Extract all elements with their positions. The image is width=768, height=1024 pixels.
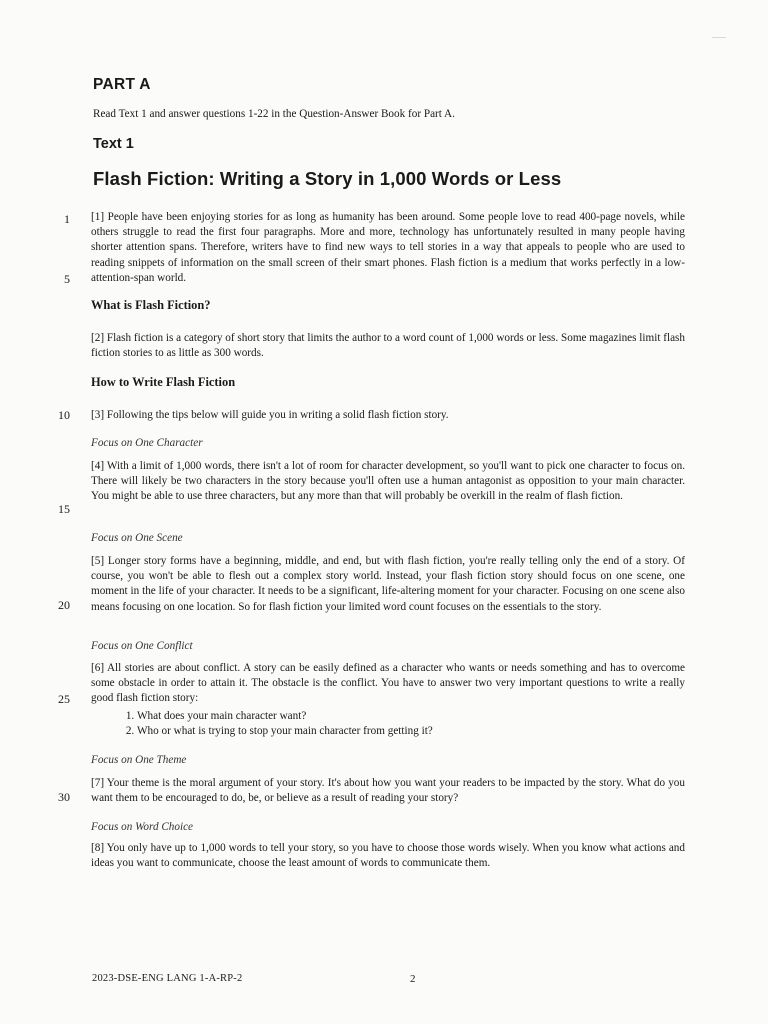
paragraph-2: [2] Flash fiction is a category of short story that limits the author to a word count of 1,000 words or less. Some magazines limit flash fiction stories to as little as 300 words. [91, 332, 685, 360]
footer-paper-code: 2023-DSE-ENG LANG 1-A-RP-2 [92, 973, 243, 984]
subheading-how-to: How to Write Flash Fiction [91, 375, 236, 389]
paragraph-4: [4] With a limit of 1,000 words, there isn't a lot of room for character development, so you'll want to pick one character to focus on. There will likely be two characters in the story because you'll often use a human antagonist as opposition to your main character. You might be able to use three characters, but any more than that will probably be overkill in the realm of flash fiction. [91, 460, 685, 503]
scan-mark [712, 37, 726, 38]
paragraph-1: [1] People have been enjoying stories for as long as humanity has been around. Some people love to read 400-page novels, while others struggle to read the first four paragraphs. More and more, technology has unfortunately resulted in many people having shorter attention spans. Therefore, writers have to find new ways to tell stories in a way that appeals to people who are used to reading snippets of information on the small screen of their smart phones. Flash fiction is a medium that works perfectly in a low-attention-span world. [91, 211, 685, 284]
focus-heading-word-choice: Focus on Word Choice [91, 821, 194, 833]
paragraph-6: [6] All stories are about conflict. A story can be easily defined as a character who wants or needs something and has to overcome some obstacle in order to attain it. The obstacle is the conflict. You have to answer two very important questions to write a really good flash fiction story: [91, 662, 685, 705]
article-title: Flash Fiction: Writing a Story in 1,000 Words or Less [93, 168, 562, 189]
focus-heading-conflict: Focus on One Conflict [91, 640, 193, 652]
subheading-what-is: What is Flash Fiction? [91, 298, 211, 312]
paragraph-5: [5] Longer story forms have a beginning, middle, and end, but with flash fiction, you're really telling only the end of a story. Of course, you won't be able to flesh out a complex story world. Instead, your flash fiction story should focus on one scene, one moment in the life of your character. It needs to be a significant, life-altering moment for your character. Focusing on one scene also means focusing on one location. So for flash fiction your limited word count focuses on the essentials to the story. [91, 555, 685, 613]
question-item: 1. What does your main character want? [137, 709, 433, 724]
question-list [113, 709, 433, 739]
paragraph-3: [3] Following the tips below will guide you in writing a solid flash fiction story. [91, 409, 449, 421]
instruction-text: Read Text 1 and answer questions 1-22 in the Question-Answer Book for Part A. [93, 108, 455, 120]
line-number: 30 [58, 790, 70, 804]
line-number: 1 [64, 212, 70, 226]
line-number: 10 [58, 408, 70, 422]
part-heading: PART A [93, 76, 151, 93]
focus-heading-theme: Focus on One Theme [91, 754, 187, 766]
question-item: 2. Who or what is trying to stop your main character from getting it? [137, 724, 433, 739]
line-number: 15 [58, 502, 70, 516]
line-number: 5 [64, 272, 70, 286]
line-number: 20 [58, 598, 70, 612]
focus-heading-character: Focus on One Character [91, 437, 203, 449]
text-label: Text 1 [93, 136, 134, 152]
focus-heading-scene: Focus on One Scene [91, 532, 183, 544]
line-number: 25 [58, 692, 70, 706]
paragraph-7: [7] Your theme is the moral argument of your story. It's about how you want your readers to be impacted by the story. What do you want them to be encouraged to do, be, or believe as a result of reading your story? [91, 777, 685, 805]
page-number: 2 [410, 973, 416, 985]
paragraph-8: [8] You only have up to 1,000 words to tell your story, so you have to choose those words wisely. When you know what actions and ideas you want to communicate, choose the least amount of words to communicate them. [91, 842, 685, 870]
